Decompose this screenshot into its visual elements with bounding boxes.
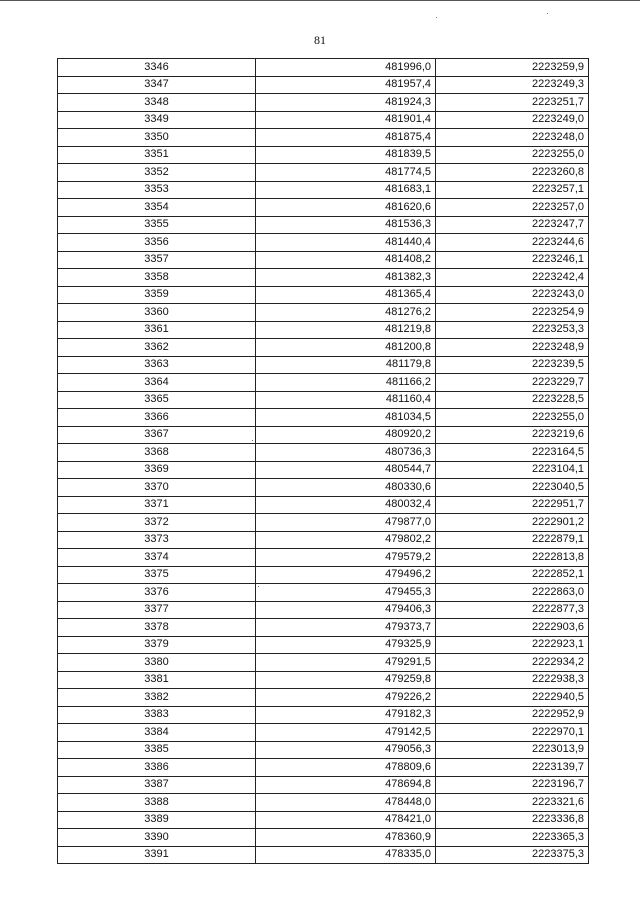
table-row bbox=[58, 374, 589, 392]
point-number-cell: 3365 bbox=[58, 391, 256, 409]
point-number-cell: 3364 bbox=[58, 374, 256, 392]
point-number-cell: 3349 bbox=[58, 111, 256, 129]
y-coordinate-cell: 2222852,1 bbox=[436, 566, 589, 584]
table-row bbox=[58, 496, 589, 514]
scan-speck bbox=[436, 17, 437, 18]
y-coordinate-cell: 2223255,0 bbox=[436, 146, 589, 164]
x-coordinate-cell: 478421,0 bbox=[256, 811, 436, 829]
table-row bbox=[58, 811, 589, 829]
y-coordinate-cell: 2223260,8 bbox=[436, 164, 589, 182]
point-number-cell: 3363 bbox=[58, 356, 256, 374]
point-number-cell: 3355 bbox=[58, 216, 256, 234]
y-coordinate-cell: 2223219,6 bbox=[436, 426, 589, 444]
y-coordinate-cell: 2223259,9 bbox=[436, 59, 589, 77]
x-coordinate-cell: 478809,6 bbox=[256, 759, 436, 777]
y-coordinate-cell: 2223248,9 bbox=[436, 339, 589, 357]
x-coordinate-cell: 481382,3 bbox=[256, 269, 436, 287]
x-coordinate-cell: 481276,2 bbox=[256, 304, 436, 322]
table-row bbox=[58, 164, 589, 182]
y-coordinate-cell: 2223242,4 bbox=[436, 269, 589, 287]
y-coordinate-cell: 2223104,1 bbox=[436, 461, 589, 479]
y-coordinate-cell: 2223247,7 bbox=[436, 216, 589, 234]
x-coordinate-cell: 481219,8 bbox=[256, 321, 436, 339]
point-number-cell: 3373 bbox=[58, 531, 256, 549]
x-coordinate-cell: 480544,7 bbox=[256, 461, 436, 479]
y-coordinate-cell: 2223246,1 bbox=[436, 251, 589, 269]
table-row bbox=[58, 286, 589, 304]
y-coordinate-cell: 2223244,6 bbox=[436, 234, 589, 252]
x-coordinate-cell: 479373,7 bbox=[256, 619, 436, 637]
x-coordinate-cell: 479406,3 bbox=[256, 601, 436, 619]
x-coordinate-cell: 480330,6 bbox=[256, 479, 436, 497]
table-row bbox=[58, 636, 589, 654]
y-coordinate-cell: 2223253,3 bbox=[436, 321, 589, 339]
x-coordinate-cell: 479259,8 bbox=[256, 671, 436, 689]
point-number-cell: 3361 bbox=[58, 321, 256, 339]
x-coordinate-cell: 481365,4 bbox=[256, 286, 436, 304]
point-number-cell: 3359 bbox=[58, 286, 256, 304]
y-coordinate-cell: 2223248,0 bbox=[436, 129, 589, 147]
scan-top-edge bbox=[0, 0, 640, 1]
point-number-cell: 3384 bbox=[58, 724, 256, 742]
point-number-cell: 3347 bbox=[58, 76, 256, 94]
x-coordinate-cell: 479056,3 bbox=[256, 741, 436, 759]
x-coordinate-cell: 481536,3 bbox=[256, 216, 436, 234]
y-coordinate-cell: 2223251,7 bbox=[436, 94, 589, 112]
table-row bbox=[58, 706, 589, 724]
y-coordinate-cell: 2222952,9 bbox=[436, 706, 589, 724]
point-number-cell: 3358 bbox=[58, 269, 256, 287]
table-row bbox=[58, 76, 589, 94]
point-number-cell: 3353 bbox=[58, 181, 256, 199]
table-row bbox=[58, 216, 589, 234]
scan-speck bbox=[252, 440, 253, 441]
table-row bbox=[58, 94, 589, 112]
point-number-cell: 3356 bbox=[58, 234, 256, 252]
table-row bbox=[58, 829, 589, 847]
table-row bbox=[58, 531, 589, 549]
x-coordinate-cell: 481179,8 bbox=[256, 356, 436, 374]
y-coordinate-cell: 2222940,5 bbox=[436, 689, 589, 707]
table-row bbox=[58, 689, 589, 707]
y-coordinate-cell: 2222934,2 bbox=[436, 654, 589, 672]
y-coordinate-cell: 2223255,0 bbox=[436, 409, 589, 427]
point-number-cell: 3367 bbox=[58, 426, 256, 444]
y-coordinate-cell: 2223254,9 bbox=[436, 304, 589, 322]
x-coordinate-cell: 481996,0 bbox=[256, 59, 436, 77]
y-coordinate-cell: 2223164,5 bbox=[436, 444, 589, 462]
point-number-cell: 3387 bbox=[58, 776, 256, 794]
point-number-cell: 3366 bbox=[58, 409, 256, 427]
x-coordinate-cell: 481620,6 bbox=[256, 199, 436, 217]
table-row bbox=[58, 391, 589, 409]
y-coordinate-cell: 2222813,8 bbox=[436, 549, 589, 567]
table-row bbox=[58, 741, 589, 759]
table-row bbox=[58, 321, 589, 339]
y-coordinate-cell: 2222970,1 bbox=[436, 724, 589, 742]
table-row bbox=[58, 846, 589, 864]
point-number-cell: 3388 bbox=[58, 794, 256, 812]
x-coordinate-cell: 480736,3 bbox=[256, 444, 436, 462]
y-coordinate-cell: 2223013,9 bbox=[436, 741, 589, 759]
x-coordinate-cell: 479325,9 bbox=[256, 636, 436, 654]
table-row bbox=[58, 111, 589, 129]
table-row bbox=[58, 514, 589, 532]
table-row bbox=[58, 129, 589, 147]
y-coordinate-cell: 2223243,0 bbox=[436, 286, 589, 304]
point-number-cell: 3362 bbox=[58, 339, 256, 357]
y-coordinate-cell: 2222903,6 bbox=[436, 619, 589, 637]
table-row bbox=[58, 776, 589, 794]
y-coordinate-cell: 2223336,8 bbox=[436, 811, 589, 829]
x-coordinate-cell: 481034,5 bbox=[256, 409, 436, 427]
table-row bbox=[58, 619, 589, 637]
point-number-cell: 3374 bbox=[58, 549, 256, 567]
x-coordinate-cell: 479802,2 bbox=[256, 531, 436, 549]
table-row bbox=[58, 654, 589, 672]
x-coordinate-cell: 478360,9 bbox=[256, 829, 436, 847]
point-number-cell: 3381 bbox=[58, 671, 256, 689]
y-coordinate-cell: 2223228,5 bbox=[436, 391, 589, 409]
y-coordinate-cell: 2223257,1 bbox=[436, 181, 589, 199]
x-coordinate-cell: 479291,5 bbox=[256, 654, 436, 672]
table-row bbox=[58, 479, 589, 497]
y-coordinate-cell: 2223249,0 bbox=[436, 111, 589, 129]
table-row bbox=[58, 304, 589, 322]
table-row bbox=[58, 251, 589, 269]
x-coordinate-cell: 481901,4 bbox=[256, 111, 436, 129]
y-coordinate-cell: 2222938,3 bbox=[436, 671, 589, 689]
point-number-cell: 3376 bbox=[58, 584, 256, 602]
point-number-cell: 3378 bbox=[58, 619, 256, 637]
y-coordinate-cell: 2222863,0 bbox=[436, 584, 589, 602]
point-number-cell: 3350 bbox=[58, 129, 256, 147]
x-coordinate-cell: 481924,3 bbox=[256, 94, 436, 112]
point-number-cell: 3377 bbox=[58, 601, 256, 619]
x-coordinate-cell: 479142,5 bbox=[256, 724, 436, 742]
x-coordinate-cell: 481774,5 bbox=[256, 164, 436, 182]
table-row bbox=[58, 671, 589, 689]
y-coordinate-cell: 2223196,7 bbox=[436, 776, 589, 794]
x-coordinate-cell: 480032,4 bbox=[256, 496, 436, 514]
y-coordinate-cell: 2223139,7 bbox=[436, 759, 589, 777]
point-number-cell: 3391 bbox=[58, 846, 256, 864]
x-coordinate-cell: 481440,4 bbox=[256, 234, 436, 252]
x-coordinate-cell: 479455,3 bbox=[256, 584, 436, 602]
y-coordinate-cell: 2222879,1 bbox=[436, 531, 589, 549]
table-row bbox=[58, 601, 589, 619]
table-row bbox=[58, 724, 589, 742]
point-number-cell: 3369 bbox=[58, 461, 256, 479]
point-number-cell: 3380 bbox=[58, 654, 256, 672]
table-row bbox=[58, 409, 589, 427]
table-row bbox=[58, 461, 589, 479]
x-coordinate-cell: 481839,5 bbox=[256, 146, 436, 164]
point-number-cell: 3351 bbox=[58, 146, 256, 164]
point-number-cell: 3385 bbox=[58, 741, 256, 759]
x-coordinate-cell: 478448,0 bbox=[256, 794, 436, 812]
page-number: 81 bbox=[314, 33, 326, 47]
table-row bbox=[58, 59, 589, 77]
y-coordinate-cell: 2223375,3 bbox=[436, 846, 589, 864]
table-row bbox=[58, 181, 589, 199]
table-row bbox=[58, 234, 589, 252]
point-number-cell: 3386 bbox=[58, 759, 256, 777]
x-coordinate-cell: 478694,8 bbox=[256, 776, 436, 794]
x-coordinate-cell: 481957,4 bbox=[256, 76, 436, 94]
x-coordinate-cell: 481166,2 bbox=[256, 374, 436, 392]
point-number-cell: 3372 bbox=[58, 514, 256, 532]
scan-speck bbox=[547, 13, 548, 14]
x-coordinate-cell: 479579,2 bbox=[256, 549, 436, 567]
x-coordinate-cell: 481200,8 bbox=[256, 339, 436, 357]
x-coordinate-cell: 481683,1 bbox=[256, 181, 436, 199]
point-number-cell: 3370 bbox=[58, 479, 256, 497]
x-coordinate-cell: 478335,0 bbox=[256, 846, 436, 864]
x-coordinate-cell: 480920,2 bbox=[256, 426, 436, 444]
table-row bbox=[58, 356, 589, 374]
x-coordinate-cell: 479182,3 bbox=[256, 706, 436, 724]
point-number-cell: 3360 bbox=[58, 304, 256, 322]
table-row bbox=[58, 444, 589, 462]
coordinates-table-body bbox=[58, 59, 589, 864]
point-number-cell: 3357 bbox=[58, 251, 256, 269]
table-row bbox=[58, 199, 589, 217]
y-coordinate-cell: 2223239,5 bbox=[436, 356, 589, 374]
scan-speck bbox=[258, 586, 259, 587]
x-coordinate-cell: 481875,4 bbox=[256, 129, 436, 147]
point-number-cell: 3346 bbox=[58, 59, 256, 77]
point-number-cell: 3354 bbox=[58, 199, 256, 217]
table-row bbox=[58, 566, 589, 584]
point-number-cell: 3375 bbox=[58, 566, 256, 584]
point-number-cell: 3379 bbox=[58, 636, 256, 654]
table-row bbox=[58, 339, 589, 357]
point-number-cell: 3368 bbox=[58, 444, 256, 462]
table-row bbox=[58, 584, 589, 602]
point-number-cell: 3348 bbox=[58, 94, 256, 112]
x-coordinate-cell: 479226,2 bbox=[256, 689, 436, 707]
point-number-cell: 3371 bbox=[58, 496, 256, 514]
x-coordinate-cell: 479877,0 bbox=[256, 514, 436, 532]
table-row bbox=[58, 549, 589, 567]
y-coordinate-cell: 2222877,3 bbox=[436, 601, 589, 619]
point-number-cell: 3383 bbox=[58, 706, 256, 724]
y-coordinate-cell: 2223321,6 bbox=[436, 794, 589, 812]
y-coordinate-cell: 2223229,7 bbox=[436, 374, 589, 392]
table-row bbox=[58, 759, 589, 777]
point-number-cell: 3390 bbox=[58, 829, 256, 847]
point-number-cell: 3389 bbox=[58, 811, 256, 829]
coordinates-table bbox=[57, 58, 589, 864]
x-coordinate-cell: 481408,2 bbox=[256, 251, 436, 269]
y-coordinate-cell: 2222951,7 bbox=[436, 496, 589, 514]
table-row bbox=[58, 146, 589, 164]
y-coordinate-cell: 2223257,0 bbox=[436, 199, 589, 217]
y-coordinate-cell: 2222901,2 bbox=[436, 514, 589, 532]
point-number-cell: 3382 bbox=[58, 689, 256, 707]
table-row bbox=[58, 269, 589, 287]
x-coordinate-cell: 479496,2 bbox=[256, 566, 436, 584]
y-coordinate-cell: 2223249,3 bbox=[436, 76, 589, 94]
table-row bbox=[58, 794, 589, 812]
x-coordinate-cell: 481160,4 bbox=[256, 391, 436, 409]
y-coordinate-cell: 2222923,1 bbox=[436, 636, 589, 654]
y-coordinate-cell: 2223365,3 bbox=[436, 829, 589, 847]
point-number-cell: 3352 bbox=[58, 164, 256, 182]
y-coordinate-cell: 2223040,5 bbox=[436, 479, 589, 497]
table-row bbox=[58, 426, 589, 444]
